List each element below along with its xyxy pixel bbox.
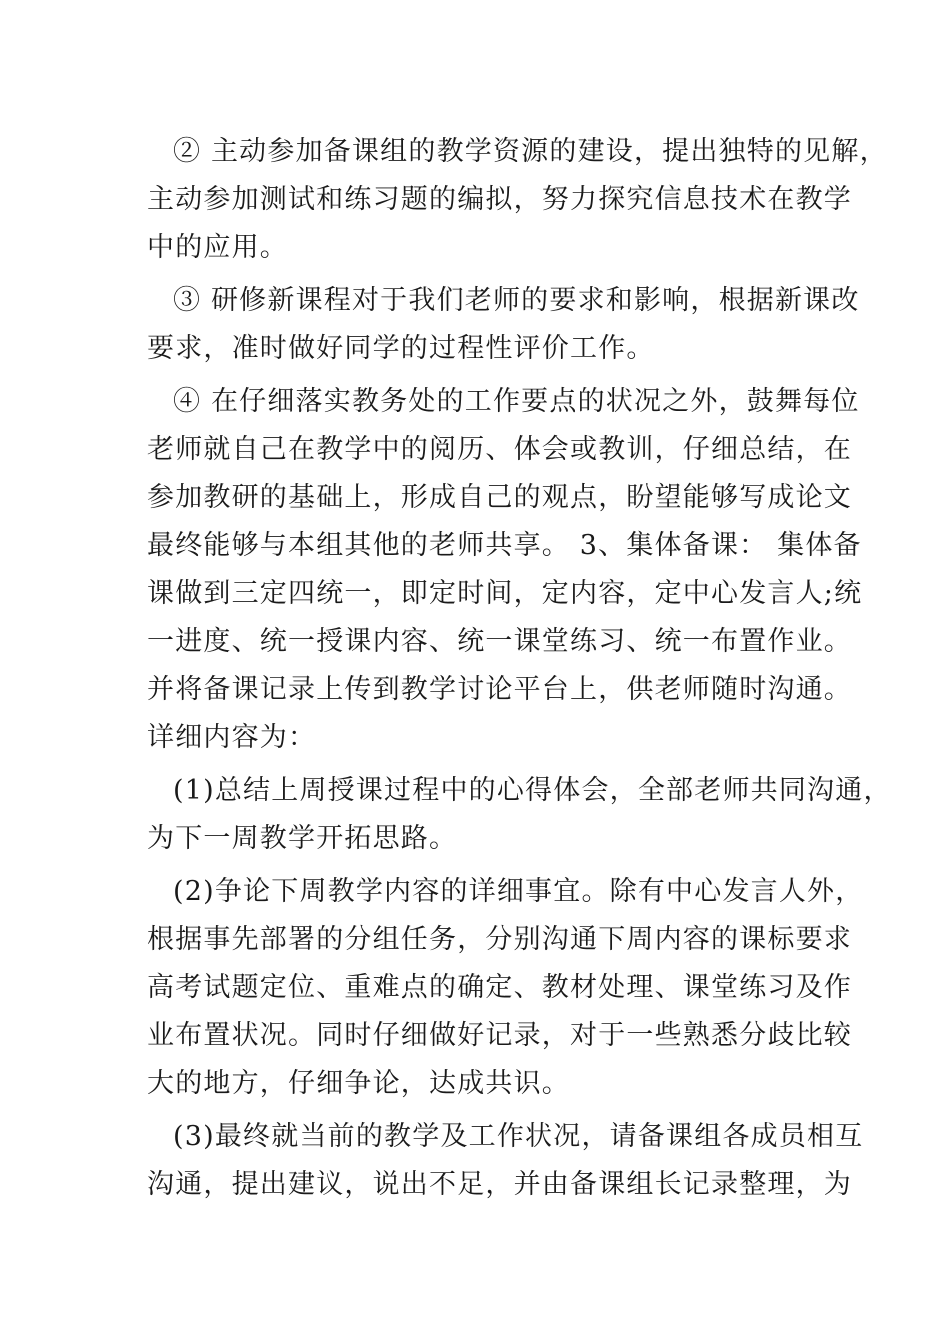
text-line: 最终能够与本组其他的老师共享。 3、集体备课： 集体备 [147,530,862,561]
text-line: 要求，准时做好同学的过程性评价工作。 [147,333,655,364]
text-line: 高考试题定位、重难点的确定、教材处理、课堂练习及作 [147,972,852,1003]
text-line: 课做到三定四统一，即定时间，定内容，定中心发言人;统 [147,578,863,609]
paragraph-collective-prep [147,378,863,762]
text-line: (2)争论下周教学内容的详细事宜。除有中心发言人外， [173,876,864,907]
paragraph-new-curriculum [147,277,860,373]
text-line: 沟通，提出建议，说出不足，并由备课组长记录整理，为 [147,1169,852,1200]
paragraph-item-2 [147,868,864,1108]
text-line: 老师就自己在教学中的阅历、体会或教训，仔细总结，在 [147,434,852,465]
text-line: 为下一周教学开拓思路。 [147,823,458,854]
text-line: 中的应用。 [147,232,288,263]
text-line: ② 主动参加备课组的教学资源的建设，提出独特的见解， [173,136,888,167]
paragraph-resource-building [147,128,888,272]
document-body [147,128,892,1214]
text-line: 业布置状况。同时仔细做好记录，对于一些熟悉分歧比较 [147,1020,852,1051]
text-line: ③ 研修新课程对于我们老师的要求和影响，根据新课改 [173,285,860,316]
text-line: ④ 在仔细落实教务处的工作要点的状况之外，鼓舞每位 [173,386,860,417]
text-line: 大的地方，仔细争论，达成共识。 [147,1068,570,1099]
paragraph-item-1 [147,767,892,863]
text-line: 并将备课记录上传到教学讨论平台上，供老师随时沟通。 [147,674,852,705]
text-line: 详细内容为： [147,722,317,753]
text-line: (1)总结上周授课过程中的心得体会，全部老师共同沟通， [173,775,892,806]
text-line: 参加教研的基础上，形成自己的观点，盼望能够写成论文 [147,482,852,513]
paragraph-item-3 [147,1113,864,1209]
text-line: 主动参加测试和练习题的编拟，努力探究信息技术在教学 [147,184,852,215]
text-line: (3)最终就当前的教学及工作状况，请备课组各成员相互 [173,1121,864,1152]
text-line: 一进度、统一授课内容、统一课堂练习、统一布置作业。 [147,626,852,657]
text-line: 根据事先部署的分组任务，分别沟通下周内容的课标要求 [147,924,852,955]
